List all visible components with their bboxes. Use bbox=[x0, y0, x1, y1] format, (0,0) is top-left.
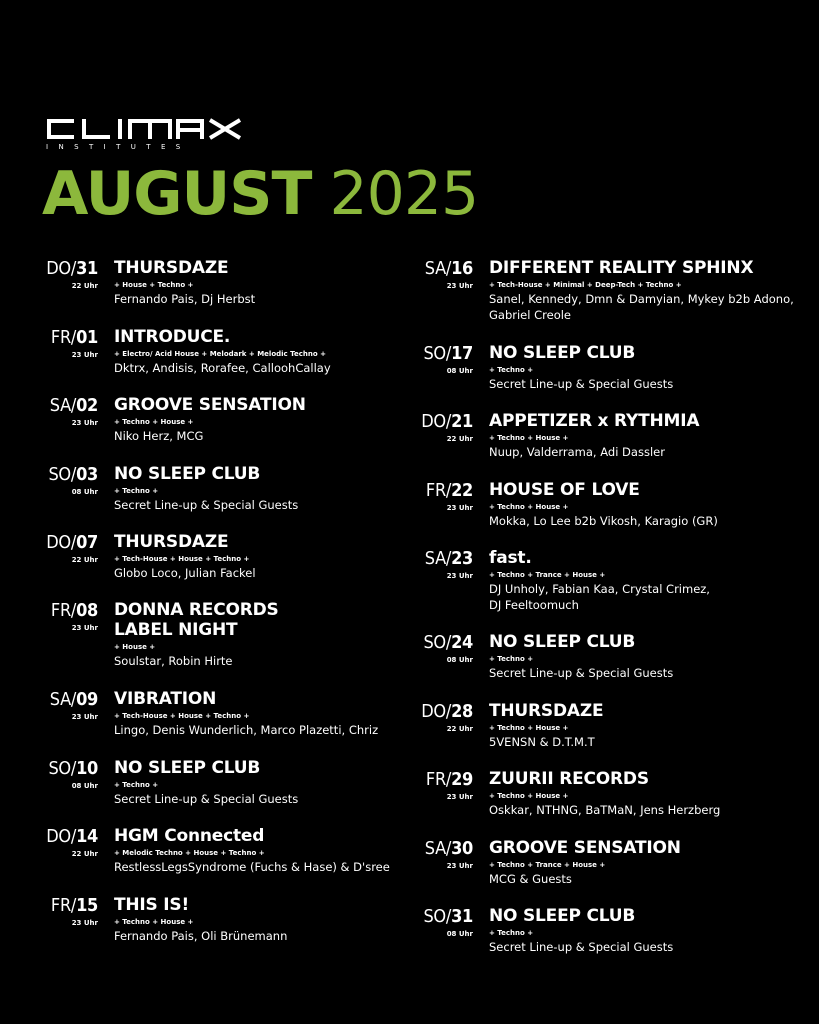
event-genres: + Techno + House + bbox=[489, 792, 569, 800]
event-date-label bbox=[0, 895, 98, 917]
event-date bbox=[0, 532, 98, 566]
event-time: 08 Uhr bbox=[446, 367, 473, 375]
event-day-number: 02 bbox=[76, 395, 98, 416]
event-date-label bbox=[0, 395, 98, 417]
event-info bbox=[114, 395, 380, 444]
event-date bbox=[0, 826, 98, 860]
event-info bbox=[489, 343, 755, 392]
event-title: LABEL NIGHT bbox=[114, 620, 238, 640]
event-artists: Soulstar, Robin Hirte bbox=[114, 654, 233, 668]
event-genres: + House + bbox=[114, 643, 156, 651]
event-weekday: FR bbox=[425, 769, 446, 790]
event-info bbox=[114, 327, 380, 376]
event-info bbox=[114, 258, 380, 307]
date-separator: / bbox=[445, 343, 452, 364]
event-time: 23 Uhr bbox=[446, 572, 473, 580]
event-info bbox=[489, 838, 755, 887]
event-date-label bbox=[375, 632, 473, 654]
event-artists: Dktrx, Andisis, Rorafee, CalloohCallay bbox=[114, 361, 331, 375]
event-date-label bbox=[375, 480, 473, 502]
event-time: 23 Uhr bbox=[446, 504, 473, 512]
event-date-label bbox=[0, 689, 98, 711]
event-time: 22 Uhr bbox=[71, 556, 98, 564]
event-day-number: 09 bbox=[76, 689, 98, 710]
event-genres: + Melodic Techno + House + Techno + bbox=[114, 849, 265, 857]
date-separator: / bbox=[445, 701, 452, 722]
event-date bbox=[375, 906, 473, 940]
event-date bbox=[0, 689, 98, 723]
event-weekday: SO bbox=[48, 464, 71, 485]
event-genres: + Techno + bbox=[489, 366, 534, 374]
event-genres: + Tech-House + House + Techno + bbox=[114, 555, 250, 563]
event-title: DIFFERENT REALITY SPHINX bbox=[489, 258, 754, 278]
event-item bbox=[375, 769, 755, 818]
event-time: 22 Uhr bbox=[446, 725, 473, 733]
event-date bbox=[0, 758, 98, 792]
event-day-number: 14 bbox=[76, 826, 98, 847]
event-title: GROOVE SENSATION bbox=[489, 838, 681, 858]
event-weekday: FR bbox=[50, 895, 71, 916]
event-date-label bbox=[375, 838, 473, 860]
event-weekday: DO bbox=[46, 532, 71, 553]
event-title: HGM Connected bbox=[114, 826, 265, 846]
event-title: THIS IS! bbox=[114, 895, 190, 915]
event-artists: DJ Unholy, Fabian Kaa, Crystal Crimez, bbox=[489, 582, 710, 596]
event-date-label bbox=[0, 600, 98, 622]
event-date bbox=[0, 600, 98, 634]
event-weekday: DO bbox=[46, 826, 71, 847]
event-weekday: FR bbox=[425, 480, 446, 501]
event-title: NO SLEEP CLUB bbox=[489, 906, 636, 926]
event-item bbox=[0, 689, 380, 738]
event-date bbox=[0, 258, 98, 292]
event-weekday: SA bbox=[424, 838, 446, 859]
event-artists: Secret Line-up & Special Guests bbox=[489, 377, 674, 391]
event-genres: + Techno + House + bbox=[114, 918, 194, 926]
event-artists: Lingo, Denis Wunderlich, Marco Plazetti, Chriz bbox=[114, 723, 379, 737]
event-genres: + Techno + House + bbox=[489, 434, 569, 442]
event-info bbox=[489, 906, 755, 955]
event-time: 22 Uhr bbox=[71, 850, 98, 858]
event-weekday: DO bbox=[421, 411, 446, 432]
event-item bbox=[0, 600, 380, 669]
event-date-label bbox=[375, 769, 473, 791]
event-item bbox=[0, 258, 380, 307]
event-day-number: 07 bbox=[76, 532, 98, 553]
event-title: DONNA RECORDS bbox=[114, 600, 279, 620]
date-separator: / bbox=[70, 395, 77, 416]
date-separator: / bbox=[445, 258, 452, 279]
event-info bbox=[114, 689, 380, 738]
date-separator: / bbox=[70, 758, 77, 779]
event-date bbox=[375, 701, 473, 735]
event-date bbox=[0, 327, 98, 361]
event-info bbox=[489, 411, 755, 460]
event-time: 23 Uhr bbox=[71, 351, 98, 359]
event-artists: Secret Line-up & Special Guests bbox=[114, 792, 299, 806]
event-day-number: 03 bbox=[76, 464, 98, 485]
event-weekday: FR bbox=[50, 327, 71, 348]
event-genres: + Tech-House + House + Techno + bbox=[114, 712, 250, 720]
event-title: fast. bbox=[489, 548, 532, 568]
event-artists: Fernando Pais, Oli Brünemann bbox=[114, 929, 288, 943]
event-info bbox=[114, 895, 380, 944]
date-separator: / bbox=[70, 895, 77, 916]
event-info bbox=[114, 758, 380, 807]
event-artists: DJ Feeltoomuch bbox=[489, 598, 579, 612]
event-date-label bbox=[0, 464, 98, 486]
event-date bbox=[375, 548, 473, 582]
event-date-label bbox=[0, 532, 98, 554]
event-weekday: DO bbox=[46, 258, 71, 279]
event-time: 23 Uhr bbox=[71, 713, 98, 721]
event-info bbox=[114, 464, 380, 513]
date-separator: / bbox=[445, 906, 452, 927]
event-info bbox=[489, 258, 794, 323]
event-item bbox=[0, 464, 380, 513]
event-genres: + Techno + bbox=[114, 487, 159, 495]
event-date bbox=[0, 395, 98, 429]
event-item bbox=[0, 895, 380, 944]
event-info bbox=[489, 548, 755, 613]
date-separator: / bbox=[70, 464, 77, 485]
event-date-label bbox=[375, 548, 473, 570]
event-artists: Oskkar, NTHNG, BaTMaN, Jens Herzberg bbox=[489, 803, 721, 817]
event-time: 08 Uhr bbox=[71, 488, 98, 496]
event-genres: + Techno + House + bbox=[114, 418, 194, 426]
event-date-label bbox=[0, 327, 98, 349]
event-title: NO SLEEP CLUB bbox=[489, 632, 636, 652]
event-title: VIBRATION bbox=[114, 689, 217, 709]
date-separator: / bbox=[445, 769, 452, 790]
event-artists: Secret Line-up & Special Guests bbox=[489, 940, 674, 954]
event-info bbox=[489, 480, 755, 529]
event-title: NO SLEEP CLUB bbox=[114, 758, 261, 778]
event-info bbox=[114, 826, 390, 875]
event-time: 08 Uhr bbox=[446, 656, 473, 664]
event-genres: + Tech-House + Minimal + Deep-Tech + Techno + bbox=[489, 281, 682, 289]
event-item bbox=[0, 395, 380, 444]
event-weekday: SO bbox=[423, 632, 446, 653]
event-genres: + Techno + House + bbox=[489, 503, 569, 511]
event-day-number: 10 bbox=[76, 758, 98, 779]
event-day-number: 31 bbox=[451, 906, 473, 927]
event-item bbox=[375, 701, 755, 750]
event-day-number: 21 bbox=[451, 411, 473, 432]
event-artists: Niko Herz, MCG bbox=[114, 429, 204, 443]
event-genres: + Techno + Trance + House + bbox=[489, 861, 606, 869]
event-time: 23 Uhr bbox=[446, 282, 473, 290]
event-day-number: 24 bbox=[451, 632, 473, 653]
event-item bbox=[0, 532, 380, 581]
event-weekday: SA bbox=[424, 548, 446, 569]
event-item bbox=[375, 632, 755, 681]
event-genres: + Techno + Trance + House + bbox=[489, 571, 606, 579]
event-genres: + Techno + bbox=[114, 781, 159, 789]
event-date bbox=[375, 480, 473, 514]
logo-subtitle: INSTITUTES bbox=[46, 143, 191, 151]
event-genres: + Techno + bbox=[489, 929, 534, 937]
event-weekday: SA bbox=[424, 258, 446, 279]
event-day-number: 23 bbox=[451, 548, 473, 569]
event-day-number: 15 bbox=[76, 895, 98, 916]
event-title: THURSDAZE bbox=[114, 258, 229, 278]
event-day-number: 29 bbox=[451, 769, 473, 790]
event-date-label bbox=[375, 411, 473, 433]
date-separator: / bbox=[445, 480, 452, 501]
event-item bbox=[375, 258, 794, 323]
event-time: 23 Uhr bbox=[71, 624, 98, 632]
event-date-label bbox=[375, 343, 473, 365]
event-title: NO SLEEP CLUB bbox=[489, 343, 636, 363]
event-artists: Secret Line-up & Special Guests bbox=[114, 498, 299, 512]
event-date-label bbox=[375, 906, 473, 928]
date-separator: / bbox=[445, 411, 452, 432]
date-separator: / bbox=[445, 548, 452, 569]
event-date bbox=[0, 895, 98, 929]
event-time: 22 Uhr bbox=[446, 435, 473, 443]
event-genres: + House + Techno + bbox=[114, 281, 194, 289]
event-weekday: DO bbox=[421, 701, 446, 722]
event-date bbox=[0, 464, 98, 498]
event-artists: Sanel, Kennedy, Dmn & Damyian, Mykey b2b Adono, bbox=[489, 292, 794, 306]
event-date bbox=[375, 769, 473, 803]
event-date bbox=[375, 258, 473, 292]
event-artists: RestlessLegsSyndrome (Fuchs & Hase) & D'sree bbox=[114, 860, 390, 874]
date-separator: / bbox=[70, 600, 77, 621]
event-date bbox=[375, 343, 473, 377]
event-title: APPETIZER x RYTHMIA bbox=[489, 411, 700, 431]
event-info bbox=[489, 769, 755, 818]
date-separator: / bbox=[70, 826, 77, 847]
event-time: 08 Uhr bbox=[446, 930, 473, 938]
event-artists: Globo Loco, Julian Fackel bbox=[114, 566, 256, 580]
event-item bbox=[0, 826, 390, 875]
event-date-label bbox=[0, 826, 98, 848]
event-artists: Fernando Pais, Dj Herbst bbox=[114, 292, 256, 306]
event-artists: MCG & Guests bbox=[489, 872, 572, 886]
event-weekday: SO bbox=[423, 906, 446, 927]
event-info bbox=[114, 532, 380, 581]
event-genres: + Electro/ Acid House + Melodark + Melodic Techno + bbox=[114, 350, 326, 358]
event-item bbox=[375, 548, 755, 613]
event-time: 23 Uhr bbox=[446, 793, 473, 801]
event-time: 23 Uhr bbox=[71, 919, 98, 927]
event-date bbox=[375, 411, 473, 445]
event-artists: Nuup, Valderrama, Adi Dassler bbox=[489, 445, 665, 459]
date-separator: / bbox=[70, 327, 77, 348]
event-weekday: SO bbox=[423, 343, 446, 364]
event-artists: 5VENSN & D.T.M.T bbox=[489, 735, 595, 749]
event-weekday: SA bbox=[49, 395, 71, 416]
event-weekday: FR bbox=[50, 600, 71, 621]
event-time: 23 Uhr bbox=[446, 862, 473, 870]
date-separator: / bbox=[70, 689, 77, 710]
event-weekday: SO bbox=[48, 758, 71, 779]
event-title: THURSDAZE bbox=[114, 532, 229, 552]
event-info bbox=[114, 600, 380, 669]
event-weekday: SA bbox=[49, 689, 71, 710]
event-date bbox=[375, 838, 473, 872]
event-day-number: 31 bbox=[76, 258, 98, 279]
event-artists: Gabriel Creole bbox=[489, 308, 571, 322]
event-date-label bbox=[0, 758, 98, 780]
event-artists: Secret Line-up & Special Guests bbox=[489, 666, 674, 680]
event-day-number: 08 bbox=[76, 600, 98, 621]
event-item bbox=[0, 327, 380, 376]
date-separator: / bbox=[70, 258, 77, 279]
event-item bbox=[375, 480, 755, 529]
event-title: INTRODUCE. bbox=[114, 327, 231, 347]
event-genres: + Techno + bbox=[489, 655, 534, 663]
event-title: THURSDAZE bbox=[489, 701, 604, 721]
title-year: 2025 bbox=[329, 159, 479, 229]
event-artists: Mokka, Lo Lee b2b Vikosh, Karagio (GR) bbox=[489, 514, 718, 528]
event-day-number: 17 bbox=[451, 343, 473, 364]
event-time: 23 Uhr bbox=[71, 419, 98, 427]
event-item bbox=[375, 343, 755, 392]
event-day-number: 16 bbox=[451, 258, 473, 279]
event-date-label bbox=[375, 258, 473, 280]
event-item bbox=[375, 906, 755, 955]
event-genres: + Techno + House + bbox=[489, 724, 569, 732]
date-separator: / bbox=[445, 838, 452, 859]
event-date-label bbox=[0, 258, 98, 280]
climax-wordmark bbox=[44, 118, 244, 140]
event-time: 22 Uhr bbox=[71, 282, 98, 290]
event-item bbox=[375, 838, 755, 887]
event-title: GROOVE SENSATION bbox=[114, 395, 306, 415]
date-separator: / bbox=[445, 632, 452, 653]
event-title: HOUSE OF LOVE bbox=[489, 480, 640, 500]
event-day-number: 01 bbox=[76, 327, 98, 348]
event-item bbox=[375, 411, 755, 460]
event-date-label bbox=[375, 701, 473, 723]
event-day-number: 30 bbox=[451, 838, 473, 859]
page-title bbox=[42, 158, 478, 230]
title-month: AUGUST bbox=[42, 159, 312, 229]
event-title: NO SLEEP CLUB bbox=[114, 464, 261, 484]
event-day-number: 28 bbox=[451, 701, 473, 722]
event-item bbox=[0, 758, 380, 807]
date-separator: / bbox=[70, 532, 77, 553]
event-title: ZUURII RECORDS bbox=[489, 769, 649, 789]
event-date bbox=[375, 632, 473, 666]
event-time: 08 Uhr bbox=[71, 782, 98, 790]
event-day-number: 22 bbox=[451, 480, 473, 501]
event-info bbox=[489, 632, 755, 681]
event-info bbox=[489, 701, 755, 750]
